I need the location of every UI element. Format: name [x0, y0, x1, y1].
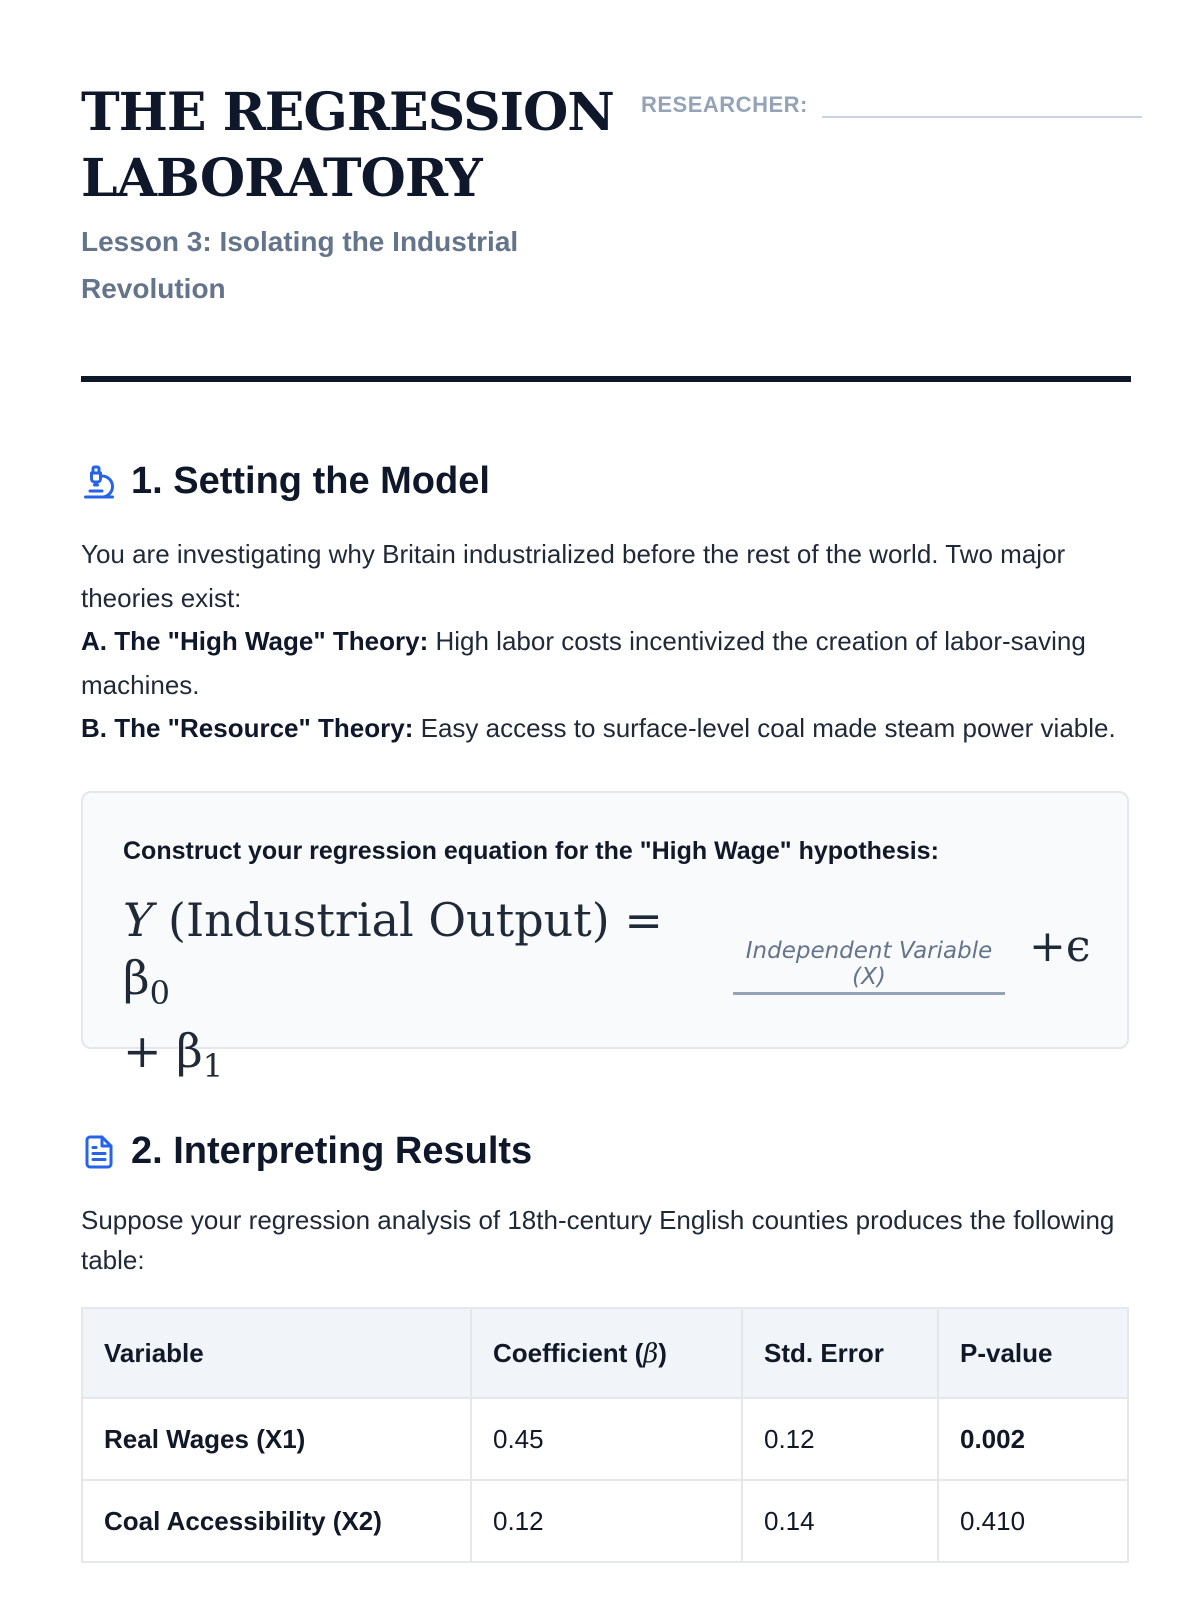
row-coefficient: 0.12 [471, 1480, 742, 1562]
lesson-subtitle: Lesson 3: Isolating the Industrial Revolution [81, 226, 519, 304]
equation-left-side [123, 891, 723, 1095]
table-row [82, 1398, 1128, 1480]
researcher-label: RESEARCHER: [641, 92, 808, 117]
col-header-coefficient: Coefficient (β) [471, 1308, 742, 1398]
table-row [82, 1480, 1128, 1562]
section-1-title: 1. Setting the Model [131, 460, 490, 502]
page-title [81, 80, 641, 212]
regression-table [81, 1307, 1129, 1563]
beta-symbol: β [643, 1338, 659, 1369]
theory-a-text: High labor costs incentivized the creation of labor-saving machines. [81, 626, 1086, 700]
section-2-title: 2. Interpreting Results [131, 1130, 533, 1172]
title-line-1: THE REGRESSION [81, 82, 614, 143]
theory-a [81, 620, 1141, 707]
row-p-value: 0.002 [938, 1398, 1128, 1480]
section-2-intro: Suppose your regression analysis of 18th-century English counties produces the following table: [81, 1205, 1115, 1275]
beta0-subscript: 0 [149, 974, 170, 1013]
document-icon [81, 1134, 117, 1170]
row-p-value: 0.410 [938, 1480, 1128, 1562]
theory-b-text: Easy access to surface-level coal made steam power viable. [413, 713, 1116, 743]
researcher-field [641, 92, 1142, 118]
title-line-2: LABORATORY [81, 148, 482, 209]
error-term: +ϵ [1029, 921, 1091, 972]
col-header-p-value: P-value [938, 1308, 1128, 1398]
row-coefficient: 0.45 [471, 1398, 742, 1480]
section-1-intro: You are investigating why Britain industrialized before the rest of the world. Two major theories exist: [81, 539, 1066, 613]
coefficient-header-text: Coefficient ( [493, 1337, 644, 1368]
section-1-heading [81, 460, 490, 503]
col-header-std-error: Std. Error [742, 1308, 938, 1398]
microscope-icon [81, 464, 117, 500]
table-header-row [82, 1308, 1128, 1398]
y-symbol: Y [123, 893, 154, 947]
researcher-input-line[interactable] [822, 94, 1142, 118]
equation-prompt: Construct your regression equation for the "High Wage" hypothesis: [123, 837, 939, 865]
section-1-text [81, 533, 1141, 751]
theory-b [81, 707, 1141, 751]
row-std-error: 0.12 [742, 1398, 938, 1480]
beta1-subscript: 1 [202, 1047, 224, 1086]
theory-a-label: A. The "High Wage" Theory: [81, 626, 429, 656]
section-2-heading [81, 1130, 532, 1173]
beta1-term: + β [123, 1024, 203, 1079]
y-label: (Industrial Output) = β [123, 893, 663, 1005]
col-header-variable: Variable [82, 1308, 471, 1398]
header-divider [81, 376, 1131, 382]
row-variable: Real Wages (X1) [82, 1398, 471, 1480]
row-variable: Coal Accessibility (X2) [82, 1480, 471, 1562]
row-std-error: 0.14 [742, 1480, 938, 1562]
theory-b-label: B. The "Resource" Theory: [81, 713, 414, 743]
independent-variable-blank[interactable]: Independent Variable (X) [733, 938, 1005, 995]
equation-box [81, 791, 1129, 1086]
